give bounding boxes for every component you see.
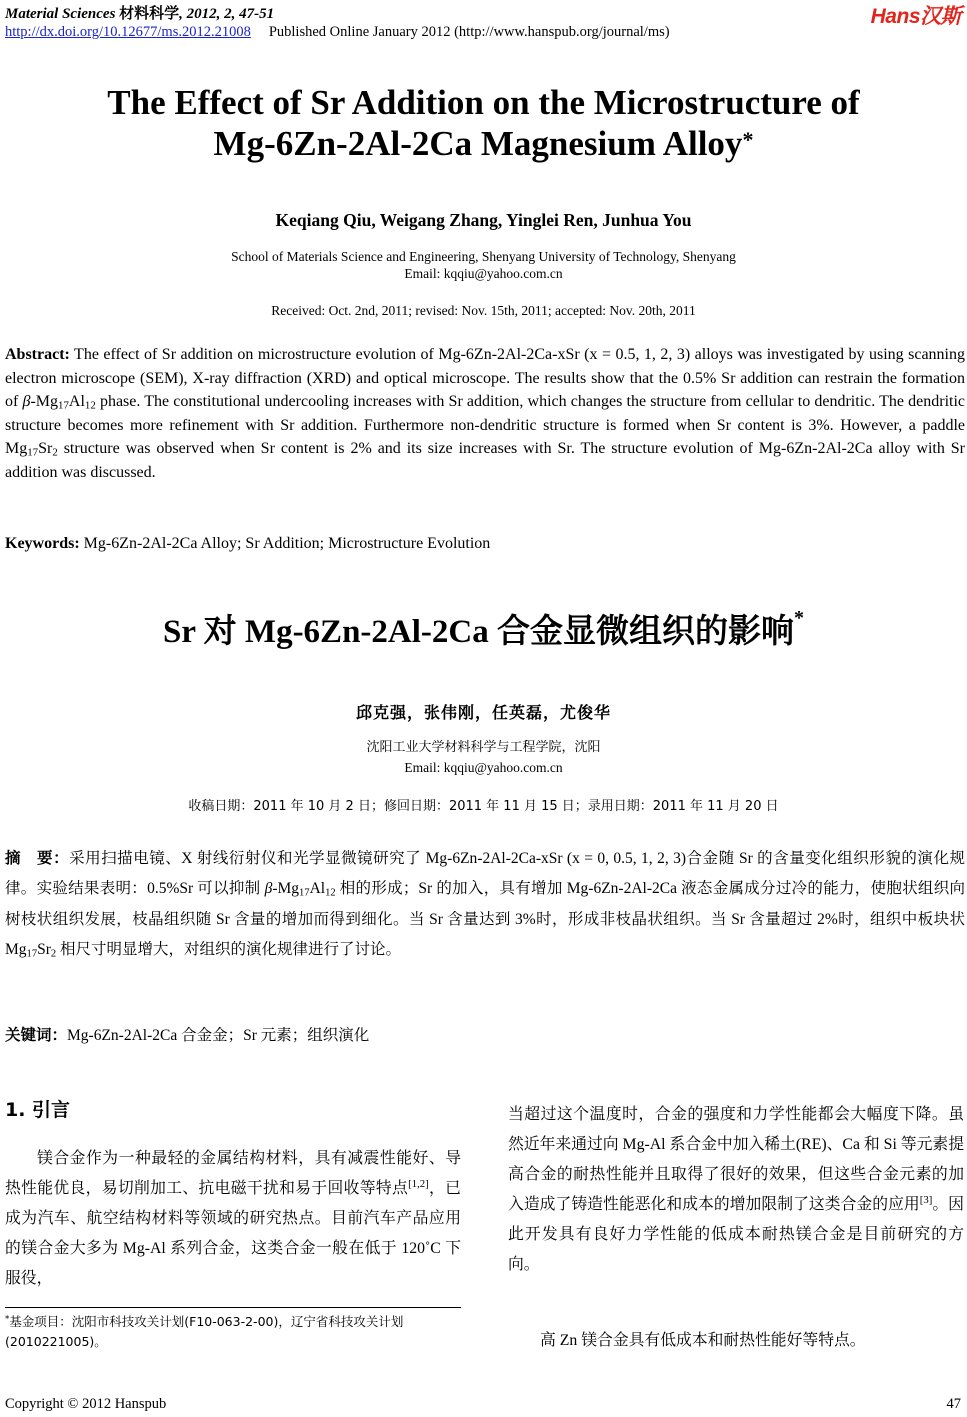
intro-paragraph-2: 当超过这个温度时，合金的强度和力学性能都会大幅度下降。虽然近年来通过向 Mg-Al 系合金中加入稀土(RE)、Ca 和 Si 等元素提高合金的耐热性能并且取得了很好的效果，但这些合金元素的加入造成了铸造性能恶化和成本的增加限制了这类合金的应用[3]。因此开发具有良好力学性能的低成本耐热镁合金是目前研究的方向。 [508,1106,964,1273]
citation-ref-1-2[interactable]: [1,2] [408,1178,429,1191]
affiliation-en: School of Materials Science and Engineering, Shenyang University of Technology, Shenyang Email: kqqiu@yahoo.com.cn [0,248,967,282]
intro-paragraph-3: 高 Zn 镁合金具有低成本和耐热性能好等特点。 [540,1332,866,1349]
authors-en: Keqiang Qiu, Weigang Zhang, Yinglei Ren, Junhua You [275,210,692,230]
copyright: Copyright © 2012 Hanspub [5,1396,167,1412]
section-heading-introduction: 1. 引言 [5,1099,71,1121]
funding-footnote: *基金项目：沈阳市科技攻关计划(F10-063-2-00)，辽宁省科技攻关计划(2010221005)。 [5,1314,404,1349]
journal-name: Material Sciences 材料科学, 2012, 2, 47-51 [5,6,275,22]
footnote-divider [5,1307,461,1308]
citation-ref-3[interactable]: [3] [919,1194,933,1207]
paper-title-en [0,82,967,164]
doi-link[interactable]: http://dx.doi.org/10.12677/ms.2012.21008 [5,24,251,40]
published-online: Published Online January 2012 (http://www.hanspub.org/journal/ms) [268,24,670,40]
affiliation-cn: 沈阳工业大学材料科学与工程学院，沈阳 Email: kqqiu@yahoo.com.cn [0,738,967,778]
paper-title-cn: Sr 对 Mg-6Zn-2Al-2Ca 合金显微组织的影响* [163,607,804,650]
received-dates-cn: 收稿日期：2011 年 10 月 2 日；修回日期：2011 年 11 月 15 日；录用日期：2011 年 11 月 20 日 [188,799,779,814]
title-line-1: The Effect of Sr Addition on the Microstructure of [107,83,860,122]
email-en: Email: kqqiu@yahoo.com.cn [404,266,563,281]
abstract-en: Abstract: The effect of Sr addition on microstructure evolution of Mg-6Zn-2Al-2Ca-xSr (x = 0.5, 1, 2, 3) alloys was investigated by using scanning electron microscope (SEM), X-ray diffraction (XRD) and optical microscope. The results show that the 0.5% Sr addition can restrain the formation of $\beta-Mg_{17}Al_{12}$ phase. The constitutional undercooling increases with Sr addition, which changes the structure from cellular to dendritic. The dendritic structure becomes more refinement with Sr addition. Furthermore non-dendritic structure is formed when Sr content is 3%. However, a paddle $Mg_{17}Sr_2$ structure was observed when Sr content is 2% and its size increases with Sr. The structure evolution of Mg-6Zn-2Al-2Ca alloy with Sr addition was discussed. [5,346,966,481]
authors-cn: 邱克强，张伟刚，任英磊，尤俊华 [355,703,611,722]
keywords-en: Keywords: Mg-6Zn-2Al-2Ca Alloy; Sr Addition; Microstructure Evolution [5,535,491,552]
page-number: 47 [946,1396,961,1412]
keywords-cn: 关键词：Mg-6Zn-2Al-2Ca 合金金；Sr 元素；组织演化 [5,1026,370,1044]
title-line-2: Mg-6Zn-2Al-2Ca Magnesium Alloy* [213,124,754,163]
email-cn: Email: kqqiu@yahoo.com.cn [404,760,563,775]
hans-logo: Hans汉斯 [870,5,961,28]
title-footnote-mark: * [742,127,754,152]
abstract-cn: 摘 要：采用扫描电镜、X 射线衍射仪和光学显微镜研究了 Mg-6Zn-2Al-2Ca-xSr (x = 0, 0.5, 1, 2, 3)合金随 Sr 的含量变化组织形貌的演化规律。实验结果表明：0.5%Sr 可以抑制 $\beta-Mg_{17}Al_{12}$ 相的形成；Sr 的加入，具有增加 Mg-6Zn-2Al-2Ca 液态金属成分过冷的能力，使胞状组织向树枝状组织发展，枝晶组织随 Sr 含量的增加而得到细化。当 Sr 含量达到 3%时，形成非枝晶状组织。当 Sr 含量超过 2%时，组织中板块状 $Mg_{17}Sr_2$ 相尺寸明显增大，对组织的演化规律进行了讨论。 [5,849,965,960]
received-dates-en: Received: Oct. 2nd, 2011; revised: Nov. 15th, 2011; accepted: Nov. 20th, 2011 [271,303,696,318]
intro-paragraph-1: 镁合金作为一种最轻的金属结构材料，具有减震性能好、导热性能优良，易切削加工、抗电磁干扰和易于回收等特点[1,2]，已成为汽车、航空结构材料等领域的研究热点。目前汽车产品应用的镁合金大多为 Mg-Al 系列合金，这类合金一般在低于 120˚C 下服役， [5,1150,461,1287]
doi-line [5,24,670,41]
